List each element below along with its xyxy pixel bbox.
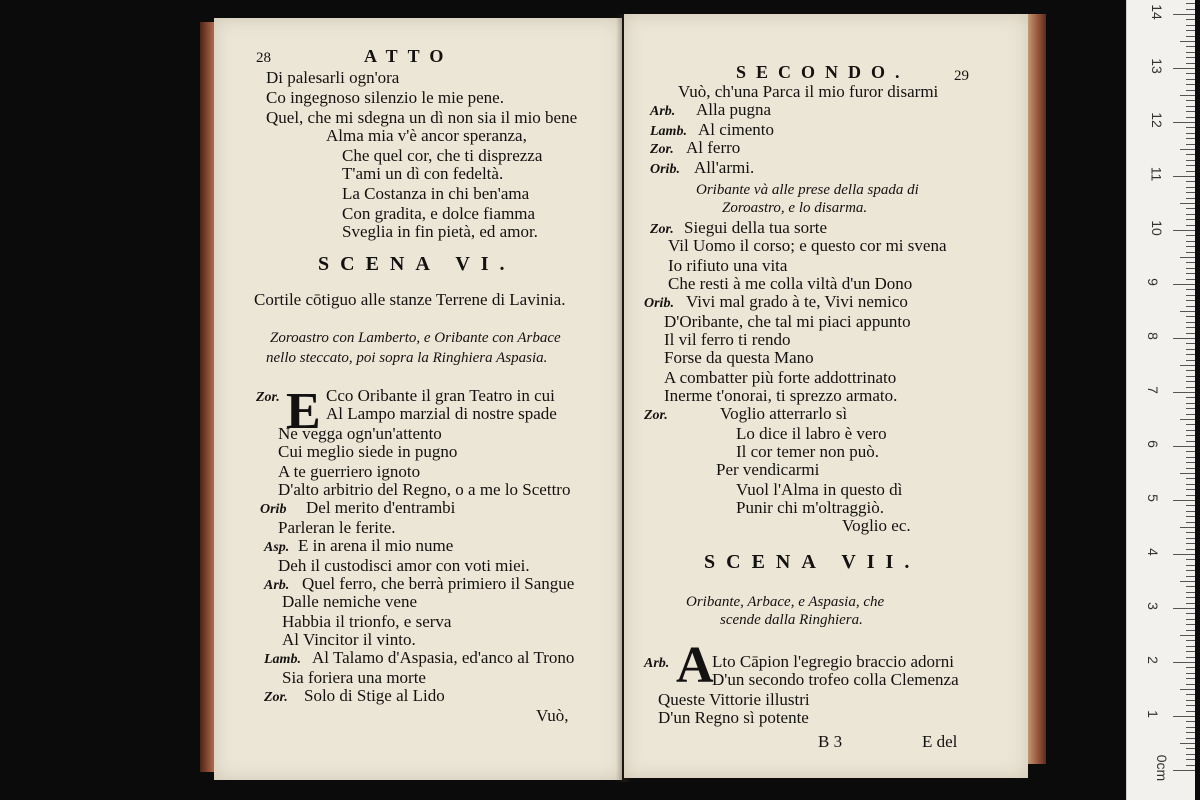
dialogue-line: Cui meglio siede in pugno <box>278 442 458 461</box>
ruler-tick <box>1186 154 1195 155</box>
verse-line: La Costanza in chi ben'ama <box>342 184 530 203</box>
ruler-tick <box>1186 408 1195 409</box>
ruler-tick <box>1186 576 1195 577</box>
ruler-tick <box>1186 376 1195 377</box>
ruler-tick <box>1180 581 1195 582</box>
dialogue-line: Al cimento <box>698 120 775 139</box>
ruler-tick <box>1186 370 1195 371</box>
catchword: E del <box>922 732 958 751</box>
ruler-tick <box>1186 3 1195 4</box>
ruler-tick <box>1180 311 1195 312</box>
ruler-tick <box>1186 9 1195 10</box>
ruler-tick <box>1186 549 1195 550</box>
ruler-tick <box>1186 208 1195 209</box>
ruler-tick <box>1186 214 1195 215</box>
ruler-tick <box>1186 624 1195 625</box>
ruler-tick <box>1186 360 1195 361</box>
ruler-label: 1 <box>1144 710 1161 718</box>
ruler-tick <box>1186 219 1195 220</box>
ruler-tick <box>1173 392 1195 393</box>
ruler-tick <box>1186 198 1195 199</box>
speaker-label: Zor. <box>264 690 288 705</box>
verse-line: Di palesarli ogn'ora <box>266 68 400 87</box>
dialogue-line: Quel ferro, che berrà primiero il Sangue <box>302 574 575 593</box>
scene-heading: SCENA VI. <box>318 253 516 275</box>
ruler-tick <box>1186 252 1195 253</box>
ruler-tick <box>1173 176 1195 177</box>
ruler-tick <box>1186 613 1195 614</box>
ruler-tick <box>1180 419 1195 420</box>
dialogue-line: Sia foriera una morte <box>282 668 426 687</box>
dialogue-line: Per vendicarmi <box>716 460 820 479</box>
ruler-tick <box>1173 500 1195 501</box>
ruler-tick <box>1186 748 1195 749</box>
ruler-tick <box>1186 630 1195 631</box>
ruler-tick <box>1186 619 1195 620</box>
verse-line: Co ingegnoso silenzio le mie pene. <box>266 88 504 107</box>
dialogue-line: A te guerriero ignoto <box>278 462 421 481</box>
catchword: Vuò, <box>536 706 569 725</box>
dialogue-line: D'Oribante, che tal mi piaci appunto <box>664 312 911 331</box>
dialogue-line: Al Talamo d'Aspasia, ed'anco al Trono <box>312 648 575 667</box>
speaker-label: Orib. <box>644 296 674 311</box>
ruler-tick <box>1186 738 1195 739</box>
ruler-label: 7 <box>1144 386 1161 394</box>
ruler-tick <box>1186 111 1195 112</box>
stage-direction: Zoroastro con Lamberto, e Oribante con Arbace <box>270 330 561 346</box>
stage-direction: Oribante, Arbace, e Aspasia, che <box>686 594 885 610</box>
dialogue-line: Dalle nemiche vene <box>282 592 417 611</box>
ruler-tick <box>1186 144 1195 145</box>
ruler-tick <box>1180 257 1195 258</box>
dialogue-line: A combatter più forte addottrinato <box>664 368 897 387</box>
ruler-tick <box>1186 160 1195 161</box>
ruler-tick <box>1186 181 1195 182</box>
measuring-ruler <box>1126 0 1195 800</box>
ruler-tick <box>1173 770 1195 771</box>
dialogue-line: Lo dice il labro è vero <box>736 424 887 443</box>
ruler-tick <box>1186 522 1195 523</box>
ruler-tick <box>1186 759 1195 760</box>
ruler-tick <box>1180 473 1195 474</box>
ruler-tick <box>1186 73 1195 74</box>
dialogue-line: D'un secondo trofeo colla Clemenza <box>712 670 959 689</box>
ruler-tick <box>1186 424 1195 425</box>
ruler-tick <box>1186 489 1195 490</box>
ruler-label: 6 <box>1144 440 1161 448</box>
scene-heading: SCENA VII. <box>704 551 921 573</box>
ruler-tick <box>1186 457 1195 458</box>
ruler-tick <box>1173 446 1195 447</box>
ruler-tick <box>1186 705 1195 706</box>
dialogue-line: Parleran le ferite. <box>278 518 396 537</box>
ruler-tick <box>1186 640 1195 641</box>
ruler-tick <box>1186 316 1195 317</box>
ruler-tick <box>1180 743 1195 744</box>
ruler-tick <box>1186 721 1195 722</box>
ruler-tick <box>1186 511 1195 512</box>
ruler-tick <box>1186 90 1195 91</box>
ruler-tick <box>1186 354 1195 355</box>
ruler-tick <box>1186 187 1195 188</box>
ruler-label: 12 <box>1148 112 1165 128</box>
ruler-tick <box>1186 538 1195 539</box>
scene-setting: Cortile cōtiguo alle stanze Terrene di Lavinia. <box>254 290 566 309</box>
ruler-tick <box>1186 63 1195 64</box>
ruler-tick <box>1186 225 1195 226</box>
page-number: 28 <box>256 50 271 66</box>
ruler-label: 2 <box>1144 656 1161 664</box>
speaker-label: Orib <box>260 502 287 517</box>
ruler-tick <box>1186 441 1195 442</box>
dialogue-line: Del merito d'entrambi <box>306 498 456 517</box>
ruler-label: 11 <box>1148 166 1165 182</box>
speaker-label: Lamb. <box>264 652 301 667</box>
speaker-label: Zor. <box>650 142 674 157</box>
dialogue-line: Alla pugna <box>696 100 772 119</box>
dialogue-line: Vuol l'Alma in questo dì <box>736 480 903 499</box>
speaker-label: Zor. <box>256 390 280 405</box>
ruler-tick <box>1180 203 1195 204</box>
stage-direction: Zoroastro, e lo disarma. <box>722 200 868 216</box>
stage-direction: nello steccato, poi sopra la Ringhiera Aspasia. <box>266 350 548 366</box>
verse-line: T'ami un dì con fedeltà. <box>342 164 504 183</box>
right-page <box>624 14 1028 778</box>
ruler-tick <box>1186 559 1195 560</box>
ruler-tick <box>1173 608 1195 609</box>
dialogue-line: Che resti à me colla viltà d'un Dono <box>668 274 913 293</box>
dialogue-line: Al Lampo marzial di nostre spade <box>326 404 557 423</box>
page-number: 29 <box>954 68 969 84</box>
ruler-tick <box>1180 41 1195 42</box>
ruler-tick <box>1186 36 1195 37</box>
dialogue-line: D'alto arbitrio del Regno, o a me lo Scettro <box>278 480 571 499</box>
dialogue-line: Habbia il trionfo, e serva <box>282 612 452 631</box>
verse-line: Con gradita, e dolce fiamma <box>342 204 536 223</box>
speaker-label: Orib. <box>650 162 680 177</box>
ruler-tick <box>1186 516 1195 517</box>
ruler-tick <box>1186 543 1195 544</box>
ruler-tick <box>1186 52 1195 53</box>
ruler-tick <box>1186 586 1195 587</box>
ruler-tick <box>1186 603 1195 604</box>
dialogue-line: Vuò, ch'una Parca il mio furor disarmi <box>678 82 939 101</box>
ruler-tick <box>1173 284 1195 285</box>
stage-direction: Oribante và alle prese della spada di <box>696 182 919 198</box>
ruler-tick <box>1186 414 1195 415</box>
ruler-tick <box>1186 570 1195 571</box>
ruler-tick <box>1180 95 1195 96</box>
ruler-tick <box>1186 133 1195 134</box>
ruler-tick <box>1186 667 1195 668</box>
ruler-tick <box>1186 322 1195 323</box>
speaker-label: Zor. <box>650 222 674 237</box>
ruler-tick <box>1186 333 1195 334</box>
ruler-tick <box>1173 14 1195 15</box>
ruler-tick <box>1186 106 1195 107</box>
ruler-tick <box>1186 765 1195 766</box>
verse-line: Sveglia in fin pietà, ed amor. <box>342 222 538 241</box>
drop-capital: A <box>676 637 714 694</box>
dialogue-line: Voglio atterrarlo sì <box>720 404 848 423</box>
ruler-tick <box>1186 451 1195 452</box>
ruler-tick <box>1186 343 1195 344</box>
ruler-label: 3 <box>1144 602 1161 610</box>
ruler-tick <box>1186 711 1195 712</box>
ruler-tick <box>1186 100 1195 101</box>
ruler-tick <box>1186 397 1195 398</box>
ruler-tick <box>1186 678 1195 679</box>
dialogue-line: Solo di Stige al Lido <box>304 686 445 705</box>
ruler-tick <box>1186 754 1195 755</box>
ruler-tick <box>1186 138 1195 139</box>
dialogue-line: Punir chi m'oltraggiò. <box>736 498 885 517</box>
speaker-label: Asp. <box>264 540 290 555</box>
dialogue-line: Queste Vittorie illustri <box>658 690 810 709</box>
dialogue-line: Ne vegga ogn'un'attento <box>278 424 442 443</box>
ruler-tick <box>1186 381 1195 382</box>
ruler-tick <box>1186 700 1195 701</box>
ruler-tick <box>1186 505 1195 506</box>
signature-mark: B 3 <box>818 732 843 751</box>
ruler-tick <box>1180 149 1195 150</box>
dialogue-line: D'un Regno sì potente <box>658 708 809 727</box>
dialogue-line: Inerme t'onorai, ti sprezzo armato. <box>664 386 898 405</box>
ruler-tick <box>1180 527 1195 528</box>
ruler-label: 13 <box>1148 58 1165 74</box>
ruler-tick <box>1186 246 1195 247</box>
ruler-tick <box>1180 689 1195 690</box>
dialogue-line: Vivi mal grado à te, Vivi nemico <box>686 292 908 311</box>
ruler-tick <box>1186 597 1195 598</box>
dialogue-line: Il vil ferro ti rendo <box>664 330 791 349</box>
verse-line: Che quel cor, che ti disprezza <box>342 146 543 165</box>
ruler-tick <box>1186 295 1195 296</box>
ruler-tick <box>1186 289 1195 290</box>
ruler-tick <box>1186 279 1195 280</box>
dialogue-line: E in arena il mio nume <box>298 536 454 555</box>
dialogue-line: Deh il custodisci amor con voti miei. <box>278 556 530 575</box>
ruler-tick <box>1186 79 1195 80</box>
ruler-tick <box>1186 684 1195 685</box>
stage-direction: scende dalla Ringhiera. <box>720 612 863 628</box>
ruler-tick <box>1186 192 1195 193</box>
ruler-tick <box>1186 165 1195 166</box>
ruler-label: 4 <box>1144 548 1161 556</box>
verse-line: Quel, che mi sdegna un dì non sia il mio bene <box>266 108 578 127</box>
ruler-tick <box>1186 403 1195 404</box>
ruler-tick <box>1186 484 1195 485</box>
ruler-tick <box>1173 68 1195 69</box>
ruler-tick <box>1186 46 1195 47</box>
left-page <box>214 18 622 780</box>
ruler-tick <box>1186 673 1195 674</box>
ruler-label: 0cm <box>1154 754 1171 782</box>
ruler-tick <box>1173 662 1195 663</box>
ruler-tick <box>1180 365 1195 366</box>
ruler-tick <box>1186 306 1195 307</box>
ruler-tick <box>1173 338 1195 339</box>
ruler-tick <box>1186 727 1195 728</box>
ruler-tick <box>1186 19 1195 20</box>
dialogue-line: Vil Uomo il corso; e questo cor mi svena <box>668 236 947 255</box>
ruler-label: 8 <box>1144 332 1161 340</box>
running-head: SECONDO. <box>736 62 910 82</box>
ruler-tick <box>1186 117 1195 118</box>
ruler-tick <box>1186 651 1195 652</box>
ruler-tick <box>1173 716 1195 717</box>
ruler-tick <box>1186 273 1195 274</box>
ruler-tick <box>1186 30 1195 31</box>
ruler-tick <box>1173 122 1195 123</box>
dialogue-line: Forse da questa Mano <box>664 348 814 367</box>
ruler-tick <box>1186 495 1195 496</box>
ruler-label: 9 <box>1144 278 1161 286</box>
ruler-label: 5 <box>1144 494 1161 502</box>
ruler-tick <box>1186 25 1195 26</box>
ruler-tick <box>1173 230 1195 231</box>
ruler-tick <box>1186 262 1195 263</box>
ruler-tick <box>1186 268 1195 269</box>
ruler-tick <box>1186 732 1195 733</box>
ruler-tick <box>1180 635 1195 636</box>
ruler-tick <box>1186 478 1195 479</box>
speaker-label: Arb. <box>644 656 670 671</box>
running-head: ATTO <box>364 46 454 66</box>
speaker-label: Arb. <box>650 104 676 119</box>
ruler-tick <box>1186 430 1195 431</box>
dialogue-line: Il cor temer non può. <box>736 442 880 461</box>
speaker-label: Arb. <box>264 578 290 593</box>
ruler-label: 10 <box>1148 220 1165 236</box>
ruler-tick <box>1186 646 1195 647</box>
verse-line: Alma mia v'è ancor speranza, <box>326 126 527 145</box>
ruler-tick <box>1186 57 1195 58</box>
speaker-label: Lamb. <box>650 124 687 139</box>
ruler-tick <box>1186 387 1195 388</box>
ruler-tick <box>1186 565 1195 566</box>
right-book-edge <box>1026 14 1046 764</box>
ruler-tick <box>1186 235 1195 236</box>
ruler-tick <box>1186 349 1195 350</box>
dialogue-line: Al ferro <box>686 138 741 157</box>
ruler-tick <box>1186 84 1195 85</box>
ruler-tick <box>1186 127 1195 128</box>
ruler-tick <box>1186 171 1195 172</box>
dialogue-line: Lto Cāpion l'egregio braccio adorni <box>712 652 954 671</box>
ruler-tick <box>1186 694 1195 695</box>
ruler-tick <box>1186 241 1195 242</box>
dialogue-line: Io rifiuto una vita <box>668 256 788 275</box>
ruler-tick <box>1186 300 1195 301</box>
speaker-label: Zor. <box>644 408 668 423</box>
dialogue-line: Cco Oribante il gran Teatro in cui <box>326 386 555 405</box>
drop-capital: E <box>286 383 321 440</box>
ruler-tick <box>1173 554 1195 555</box>
ruler-tick <box>1186 657 1195 658</box>
dialogue-line: Voglio ec. <box>842 516 911 535</box>
dialogue-line: All'armi. <box>694 158 755 177</box>
dialogue-line: Siegui della tua sorte <box>684 218 828 237</box>
ruler-label: 14 <box>1148 4 1165 20</box>
ruler-tick <box>1186 462 1195 463</box>
dialogue-line: Al Vincitor il vinto. <box>282 630 416 649</box>
ruler-tick <box>1186 327 1195 328</box>
ruler-tick <box>1186 468 1195 469</box>
ruler-tick <box>1186 592 1195 593</box>
ruler-tick <box>1186 532 1195 533</box>
ruler-tick <box>1186 435 1195 436</box>
